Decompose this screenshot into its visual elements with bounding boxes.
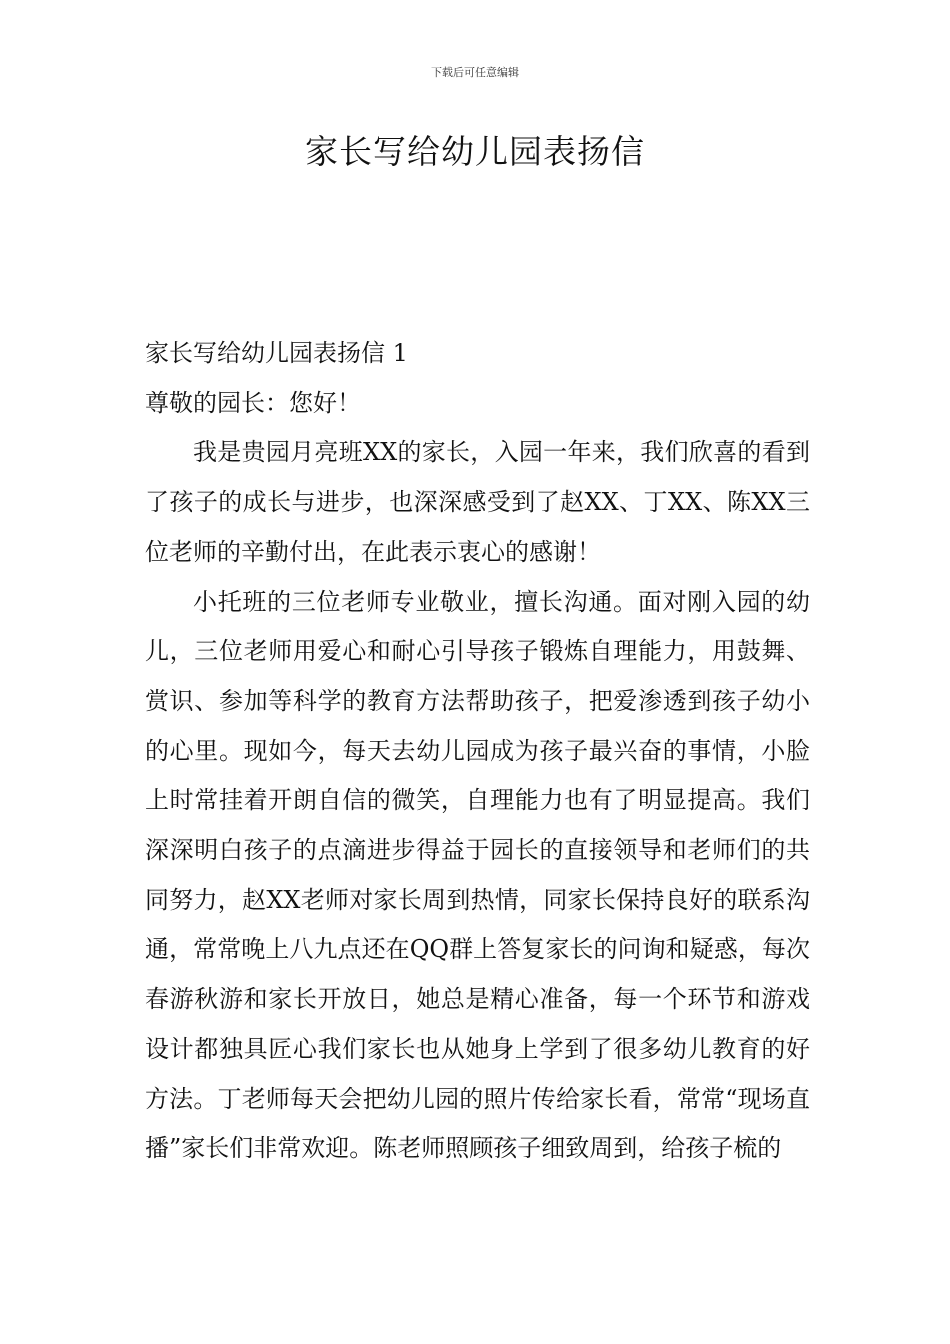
paragraph-2: 小托班的三位老师专业敬业，擅长沟通。面对刚入园的幼儿，三位老师用爱心和耐心引导孩子锻炼自理能力，用鼓舞、赏识、参加等科学的教育方法帮助孩子，把爱渗透到孩子幼小的心里。现如今，每天去幼儿园成为孩子最兴奋的事情，小脸上时常挂着开朗自信的微笑，自理能力也有了明显提高。我们深深明白孩子的点滴进步得益于园长的直接领导和老师们的共同努力，赵XX老师对家长周到热情，同家长保持良好的联系沟通，常常晚上八九点还在QQ群上答复家长的问询和疑惑，每次春游秋游和家长开放日，她总是精心准备，每一个环节和游戏设计都独具匠心我们家长也从她身上学到了很多幼儿教育的好方法。丁老师每天会把幼儿园的照片传给家长看，常常“现场直播”家长们非常欢迎。陈老师照顾孩子细致周到，给孩子梳的 <box>145 587 810 1163</box>
header-note: 下载后可任意编辑 <box>431 66 519 79</box>
document-title: 家长写给幼儿园表扬信 <box>305 132 645 171</box>
section-heading: 家长写给幼儿园表扬信 1 <box>145 339 408 367</box>
paragraph-1: 我是贵园月亮班XX的家长，入园一年来，我们欣喜的看到了孩子的成长与进步，也深深感受到了赵XX、丁XX、陈XX三位老师的辛勤付出，在此表示衷心的感谢！ <box>145 438 810 566</box>
letter-body <box>145 329 810 1174</box>
salutation: 尊敬的园长：您好！ <box>145 388 361 417</box>
